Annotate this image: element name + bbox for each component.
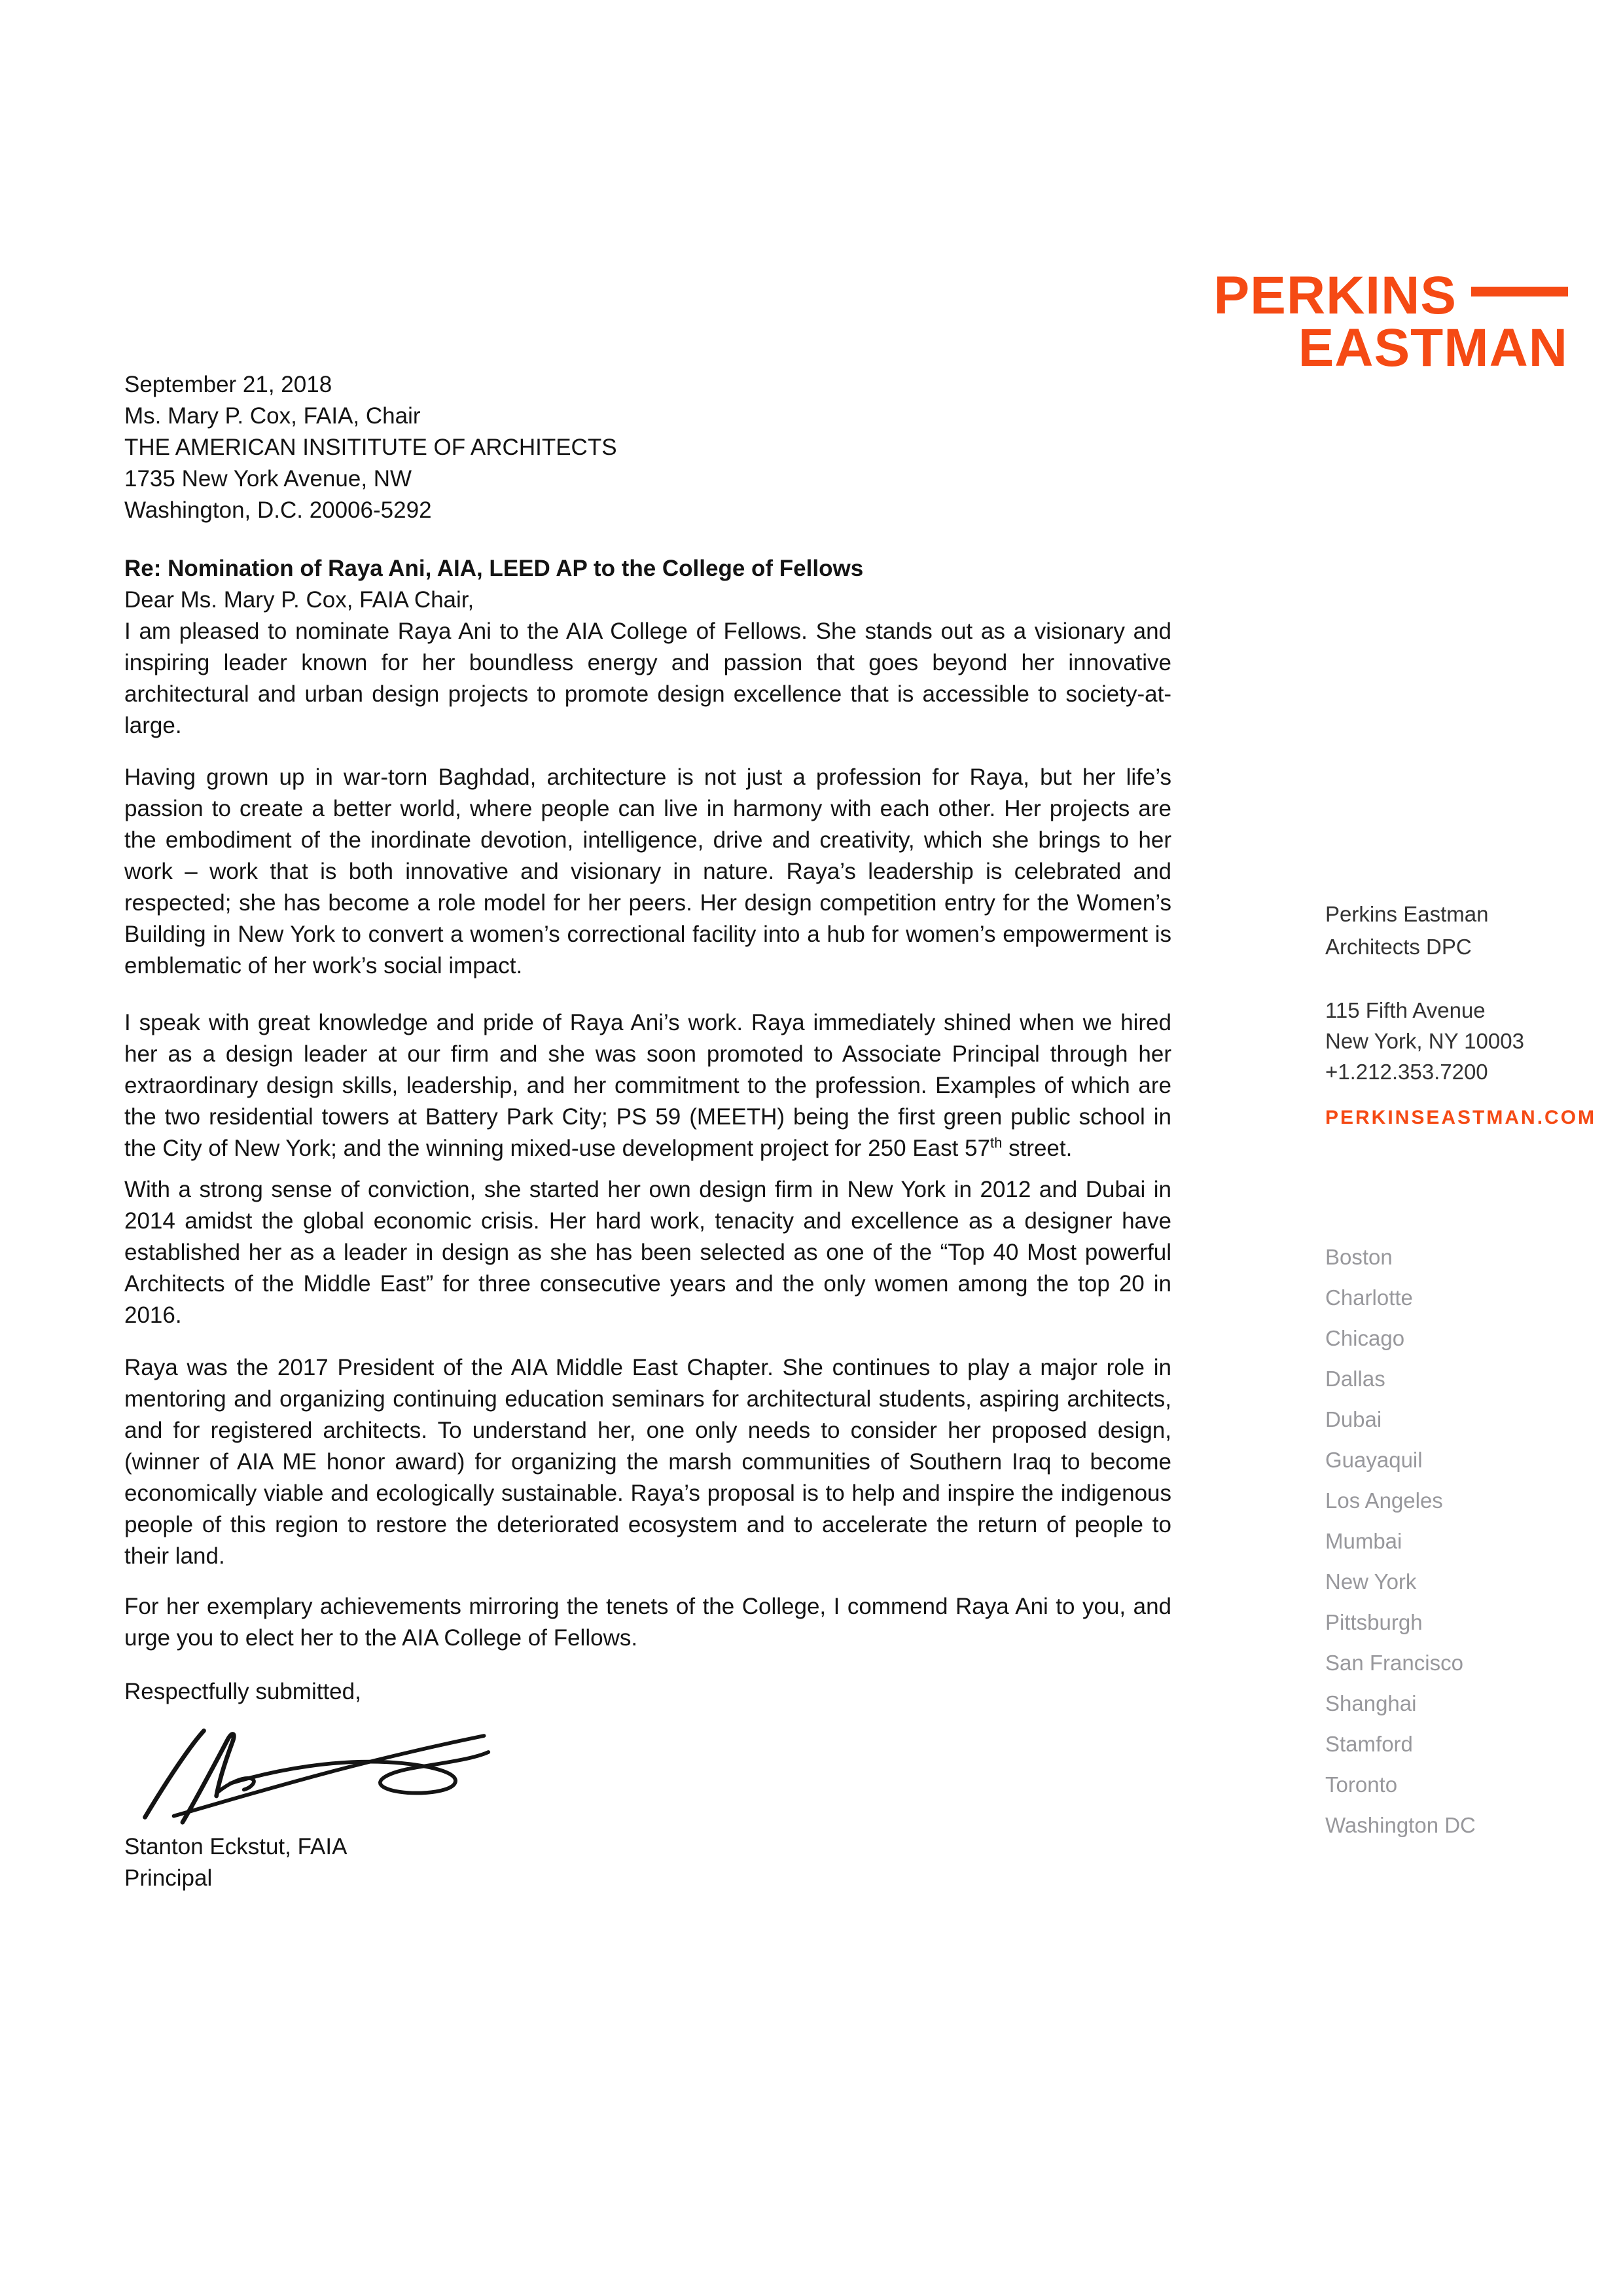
firm-website: PERKINSEASTMAN.COM: [1325, 1107, 1597, 1128]
recipient-address-block: [124, 401, 1171, 526]
city-item: Dallas: [1325, 1367, 1385, 1391]
paragraph-3-text-end: street.: [1002, 1136, 1073, 1161]
paragraph-6: For her exemplary achievements mirroring the tenets of the College, I commend Raya Ani to you, and urge you to elect her to the AIA College of Fellows.: [124, 1594, 1171, 1651]
firm-name-block: [1325, 898, 1600, 963]
paragraph-1: I am pleased to nominate Raya Ani to the AIA College of Fellows. She stands out as a visionary and inspiring leader known for her boundless energy and passion that goes beyond her innovative architectural and urban design projects to promote design excellence that is accessible to society-at-large.: [124, 619, 1171, 738]
paragraph-3-text: I speak with great knowledge and pride of Raya Ani’s work. Raya immediately shined when we hired her as a design leader at our firm and she was soon promoted to Associate Principal through her extraordinary design skills, leadership, and her commitment to the profession. Examples of which are the two residential towers at Battery Park City; PS 59 (MEETH) being the first green public school in the City of New York; and the winning mixed-use development project for 250 East 57: [124, 1010, 1171, 1161]
city-item: Mumbai: [1325, 1529, 1402, 1553]
ordinal-superscript: th: [990, 1134, 1003, 1151]
recipient-line: Ms. Mary P. Cox, FAIA, Chair: [124, 403, 421, 429]
city-item: Guayaquil: [1325, 1448, 1423, 1472]
paragraph-4: With a strong sense of conviction, she started her own design firm in New York in 2012 and Dubai in 2014 amidst the global economic crisis. Her hard work, tenacity and excellence as a designer have established her as a leader in design as she has been selected as one of the “Top 40 Most powerful Architects of the Middle East” for three consecutive years and the only women among the top 20 in 2016.: [124, 1177, 1171, 1328]
recipient-line: THE AMERICAN INSITITUTE OF ARCHITECTS: [124, 435, 617, 460]
logo-dash-icon: [1471, 287, 1568, 296]
firm-address-line: 115 Fifth Avenue: [1325, 998, 1486, 1022]
paragraph-5: Raya was the 2017 President of the AIA Middle East Chapter. She continues to play a major role in mentoring and organizing continuing education seminars for architectural students, aspiring architects, and for registered architects. To understand her, one only needs to consider her proposed design, (winner of AIA ME honor award) for organizing the marsh communities of Southern Iraq to become economically viable and ecologically sustainable. Raya’s proposal is to help and inspire the indigenous people of this region to restore the deteriorated ecosystem and to accelerate the return of people to their land.: [124, 1355, 1171, 1569]
city-item: Los Angeles: [1325, 1488, 1443, 1513]
city-item: Charlotte: [1325, 1285, 1413, 1310]
salutation: Dear Ms. Mary P. Cox, FAIA Chair,: [124, 587, 474, 613]
logo-text-eastman: EASTMAN: [1298, 318, 1568, 378]
recipient-line: 1735 New York Avenue, NW: [124, 466, 412, 492]
office-city-list: [1325, 1237, 1600, 1846]
recipient-line: Washington, D.C. 20006-5292: [124, 497, 432, 523]
signature-image: [128, 1722, 501, 1825]
paragraph-2: Having grown up in war-torn Baghdad, architecture is not just a profession for Raya, but her life’s passion to create a better world, where people can live in harmony with each other. Her projects are the embodiment of the inordinate devotion, intelligence, drive and creativity, which she brings to her work – work that is both innovative and visionary in nature. Raya’s leadership is celebrated and respected; she has become a role model for her peers. Her design competition entry for the Women’s Building in New York to convert a women’s correctional facility into a hub for women’s empowerment is emblematic of her work’s social impact.: [124, 764, 1171, 978]
firm-name-line: Perkins Eastman: [1325, 902, 1489, 926]
letter-date: September 21, 2018: [124, 372, 332, 397]
paragraph-3: [124, 1007, 1171, 1164]
city-item: Stamford: [1325, 1732, 1413, 1756]
firm-phone: +1.212.353.7200: [1325, 1060, 1488, 1084]
city-item: Shanghai: [1325, 1691, 1417, 1715]
signer-title: Principal: [124, 1865, 213, 1891]
city-item: Boston: [1325, 1245, 1393, 1269]
firm-name-line: Architects DPC: [1325, 935, 1472, 959]
city-item: Chicago: [1325, 1326, 1405, 1350]
city-item: New York: [1325, 1570, 1417, 1594]
city-item: Pittsburgh: [1325, 1610, 1423, 1634]
logo-line-perkins: [1213, 266, 1568, 325]
sidebar: [1325, 898, 1600, 1846]
firm-address-block: [1325, 995, 1600, 1087]
subject-line: Re: Nomination of Raya Ani, AIA, LEED AP to the College of Fellows: [124, 556, 864, 581]
company-logo: [1213, 266, 1568, 378]
city-item: Washington DC: [1325, 1813, 1476, 1837]
logo-text-perkins: PERKINS: [1213, 266, 1457, 325]
city-item: Toronto: [1325, 1772, 1398, 1797]
city-item: San Francisco: [1325, 1651, 1463, 1675]
letter-body: [124, 369, 1171, 1894]
city-item: Dubai: [1325, 1407, 1382, 1431]
signer-name: Stanton Eckstut, FAIA: [124, 1834, 348, 1859]
closing-line: Respectfully submitted,: [124, 1679, 361, 1704]
firm-address-line: New York, NY 10003: [1325, 1029, 1524, 1053]
